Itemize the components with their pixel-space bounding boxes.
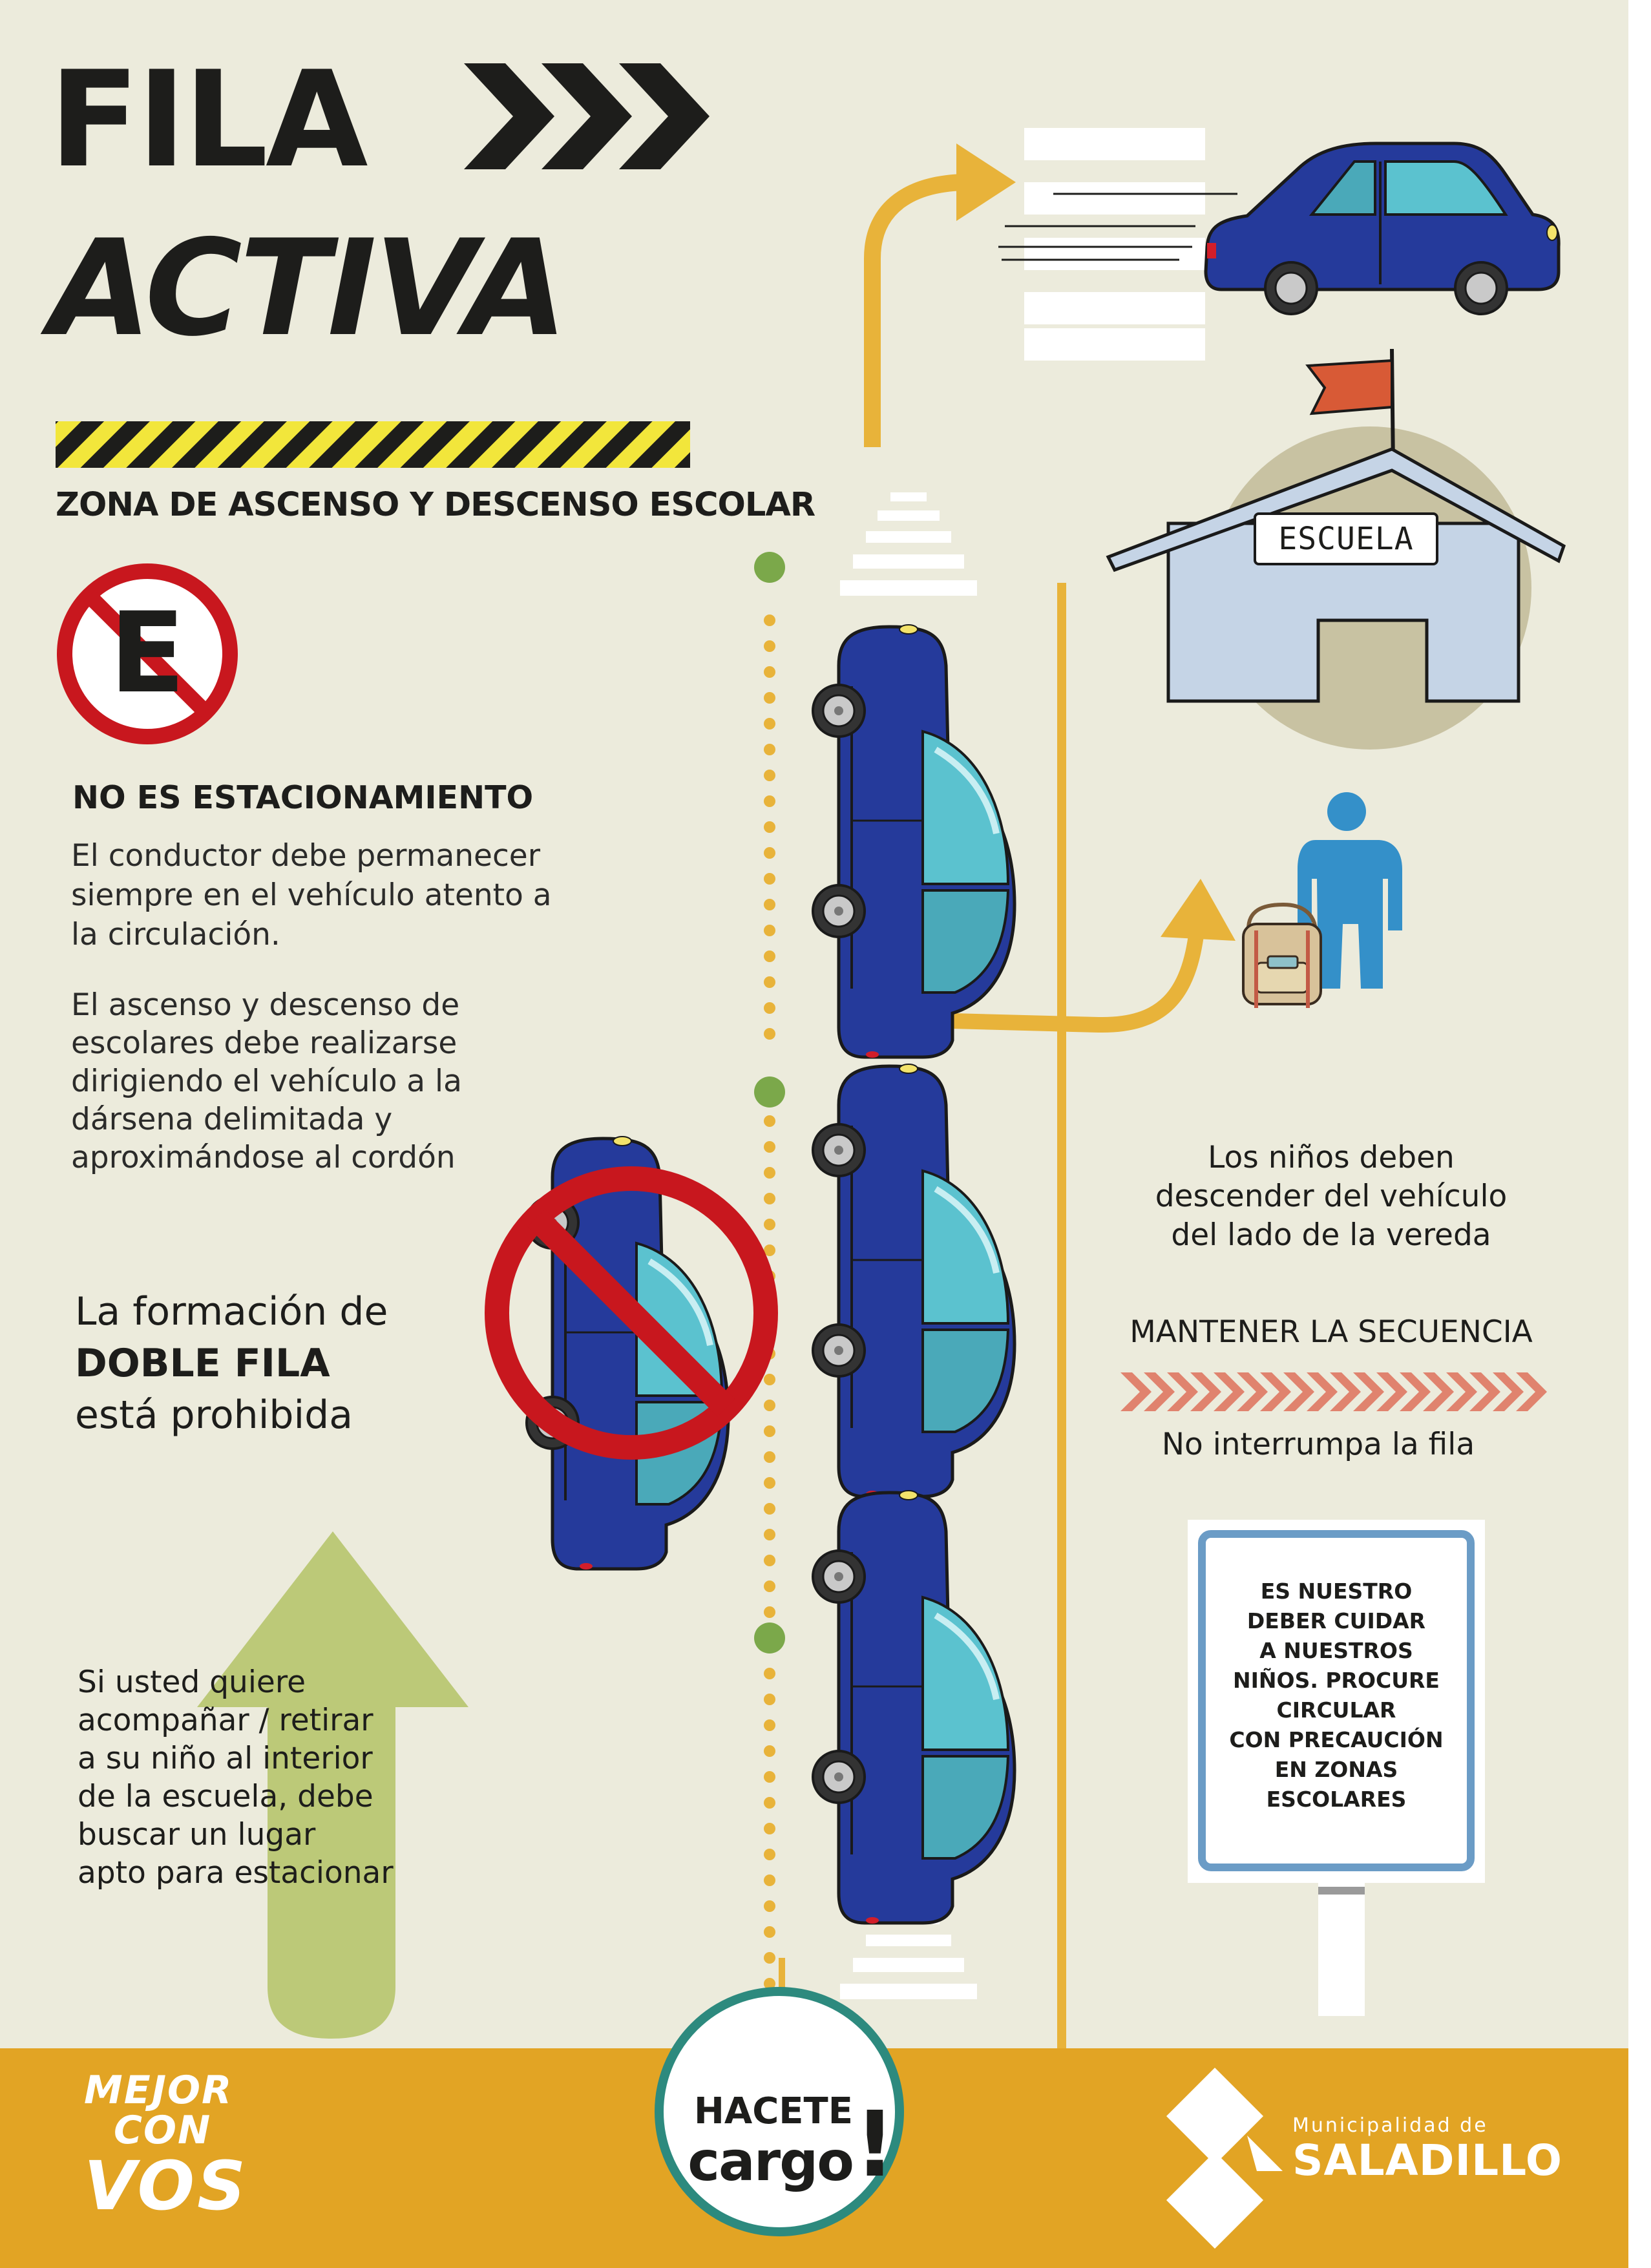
logo-small: Municipalidad de — [1292, 2114, 1488, 2137]
saladillo-wordmark — [1292, 2114, 1562, 2184]
sequence-note: No interrumpa la fila — [1161, 1427, 1475, 1462]
title-chevrons-icon — [464, 63, 710, 169]
text-line: a su niño al interior — [78, 1741, 373, 1776]
road-sign-message — [1208, 1577, 1464, 1814]
text-line: CON PRECAUCIÓN — [1229, 1727, 1444, 1752]
sequence-chevrons-icon — [1120, 1372, 1547, 1411]
hazard-stripe — [56, 421, 690, 468]
text-line: está prohibida — [75, 1392, 353, 1438]
text-line: La formación de — [75, 1289, 388, 1334]
text-line: dirigiendo el vehículo a la — [71, 1064, 462, 1099]
queue-car-3 — [813, 1491, 1015, 1924]
queue-car-1 — [813, 625, 1015, 1058]
logo-word: CON — [114, 2108, 212, 2153]
mejor-con-vos-logo — [84, 2068, 252, 2225]
text-line: del lado de la vereda — [1171, 1217, 1491, 1253]
no-parking-paragraph-2 — [71, 986, 462, 1177]
queue-car-2 — [813, 1064, 1015, 1497]
text-line: buscar un lugar — [78, 1817, 316, 1853]
double-row-warning — [75, 1286, 388, 1441]
hacete-cargo-logo — [659, 2048, 899, 2198]
logo-big: SALADILLO — [1292, 2136, 1562, 2185]
text-line: NIÑOS. PROCURE — [1233, 1668, 1440, 1693]
text-line: El ascenso y descenso de — [71, 987, 460, 1023]
crosswalk-top — [840, 492, 977, 596]
text-line: Si usted quiere — [78, 1664, 306, 1700]
text-line: dársena delimitada y — [71, 1102, 393, 1137]
sequence-heading: MANTENER LA SECUENCIA — [1130, 1314, 1533, 1350]
logo-word: VOS — [84, 2147, 248, 2225]
page-subtitle: ZONA DE ASCENSO Y DESCENSO ESCOLAR — [56, 486, 815, 524]
text-line: acompañar / retirar — [78, 1703, 373, 1738]
text-line: A NUESTROS — [1259, 1638, 1413, 1663]
text-line-bold: DOBLE FILA — [75, 1341, 330, 1386]
logo-word: MEJOR — [84, 2068, 233, 2113]
text-line: ESCOLARES — [1266, 1787, 1407, 1812]
speed-lines — [998, 128, 1237, 361]
text-line: siempre en el vehículo atento a — [71, 877, 552, 913]
no-parking-letter: E — [109, 588, 185, 718]
children-note — [1073, 1139, 1590, 1255]
text-line: descender del vehículo — [1155, 1179, 1508, 1214]
text-line: DEBER CUIDAR — [1246, 1608, 1426, 1633]
title-line-1: FILA — [49, 43, 366, 197]
logo-word: HACETE — [693, 2090, 853, 2132]
logo-word: cargo — [688, 2130, 853, 2193]
text-line: de la escuela, debe — [78, 1779, 373, 1814]
parking-note — [78, 1663, 394, 1892]
text-line: EN ZONAS — [1274, 1757, 1398, 1782]
text-line: CIRCULAR — [1276, 1697, 1396, 1723]
school-label: ESCUELA — [1278, 521, 1414, 557]
text-line: ES NUESTRO — [1260, 1579, 1413, 1604]
road-line-right — [1057, 583, 1066, 2061]
no-parking-paragraph-1 — [71, 836, 552, 954]
car-side-icon — [1206, 143, 1559, 314]
logo-mark: ! — [854, 2092, 896, 2198]
no-parking-heading: NO ES ESTACIONAMIENTO — [72, 779, 534, 816]
text-line: la circulación. — [71, 917, 280, 952]
text-line: escolares debe realizarse — [71, 1025, 457, 1061]
text-line: aproximándose al cordón — [71, 1140, 456, 1175]
text-line: apto para estacionar — [78, 1855, 394, 1891]
text-line: El conductor debe permanecer — [71, 838, 541, 874]
text-line: Los niños deben — [1208, 1140, 1455, 1175]
exit-arrow-icon — [872, 143, 1016, 447]
title-line-2: ACTIVA — [49, 212, 565, 366]
